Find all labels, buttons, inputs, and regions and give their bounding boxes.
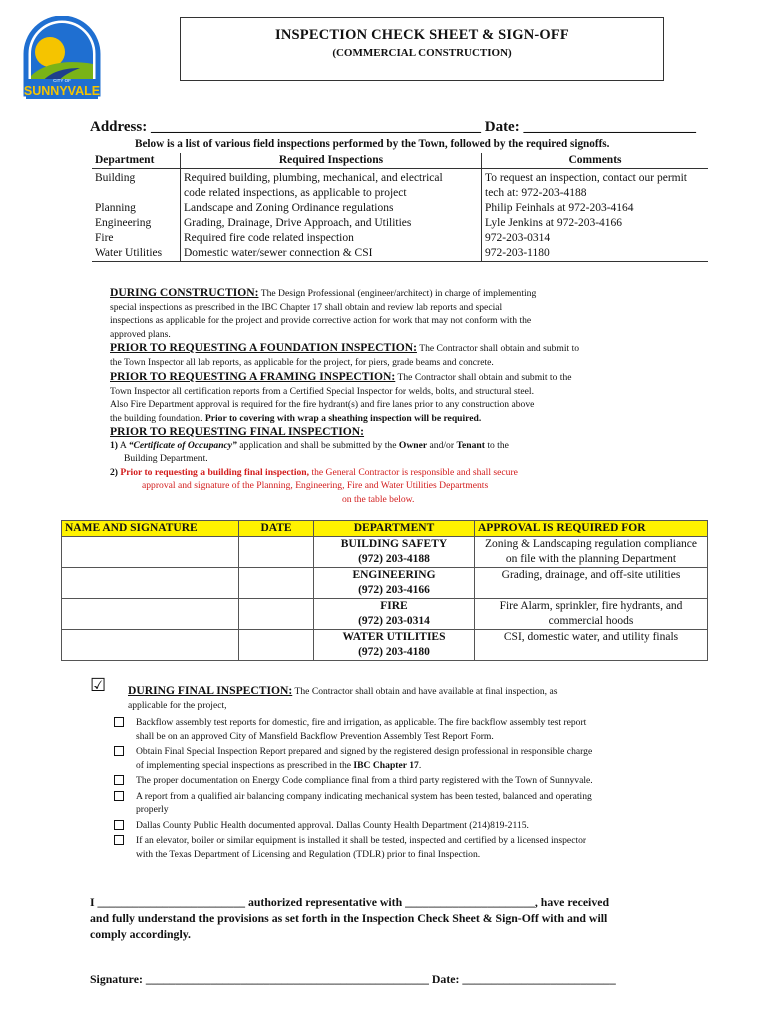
table-header: APPROVAL IS REQUIRED FOR	[475, 521, 708, 537]
section-bold-text: Tenant	[456, 439, 485, 451]
table-cell: To request an inspection, contact our permit	[485, 172, 687, 184]
approval-cell: CSI, domestic water, and utility finals	[475, 630, 708, 661]
section-text: The Contractor shall obtain and submit to the	[397, 372, 572, 383]
section-text: the Town Inspector all lab reports, as applicable for the project, for piers, grade beams and concrete.	[110, 356, 494, 368]
section-text: the General Contractor is responsible and shall secure	[311, 466, 518, 478]
approval-cell: Grading, drainage, and off-site utilities	[475, 568, 708, 599]
table-header: DATE	[239, 521, 314, 537]
section-text: to the	[487, 439, 509, 451]
table-cell: Grading, Drainage, Drive Approach, and Utilities	[181, 216, 482, 231]
table-header: NAME AND SIGNATURE	[62, 521, 239, 537]
authorization-line: comply accordingly.	[90, 927, 191, 941]
page-subtitle: (COMMERCIAL CONSTRUCTION)	[332, 47, 512, 59]
during-construction-heading: DURING CONSTRUCTION:	[110, 286, 259, 299]
final-heading: PRIOR TO REQUESTING FINAL INSPECTION:	[110, 425, 365, 438]
table-cell: Landscape and Zoning Ordinance regulations	[181, 201, 482, 216]
authorization-statement[interactable]	[90, 894, 609, 942]
table-row	[92, 169, 708, 187]
foundation-section	[110, 341, 670, 369]
table-cell	[92, 186, 181, 201]
foundation-heading: PRIOR TO REQUESTING A FOUNDATION INSPECTION:	[110, 341, 417, 354]
framing-section	[110, 370, 670, 425]
signature-cell[interactable]	[62, 568, 239, 599]
table-cell: Lyle Jenkins at 972-203-4166	[485, 217, 623, 229]
table-cell: 972-203-1180	[485, 247, 550, 259]
date-cell[interactable]	[239, 537, 314, 568]
table-row	[62, 537, 708, 568]
list-item: If an elevator, boiler or similar equipment is installed it shall be tested, inspected and certified by a licensed inspector with the Texas Department of Licensing and Regulation (TDLR) prior to final Inspection.	[136, 834, 696, 861]
signature-cell[interactable]	[62, 630, 239, 661]
approval-cell: Zoning & Landscaping regulation compliance on file with the planning Department	[475, 537, 708, 568]
authorization-line: and fully understand the provisions as set forth in the Inspection Check Sheet & Sign-Off with and will	[90, 911, 608, 925]
during-construction-section	[110, 286, 670, 341]
list-item: Backflow assembly test reports for domestic, fire and irrigation, as applicable. The fire backflow assembly test report shall be on an approved City of Mansfield Backflow Prevention Assembly Test Report Form.	[136, 716, 696, 743]
section-text: A	[119, 439, 127, 451]
table-cell: Philip Feinhals at 972-203-4164	[485, 202, 634, 214]
section-text: special inspections as prescribed in the IBC Chapter 17 shall obtain and review lab reports and special	[110, 301, 503, 313]
section-text: The Contractor shall obtain and have available at final inspection, as	[294, 686, 558, 697]
address-date-line[interactable]: Address: ____________________________________________ Date: _______________________	[90, 119, 696, 135]
department-cell: ENGINEERING (972) 203-4166	[314, 568, 475, 599]
list-number: 1)	[110, 439, 118, 451]
date-cell[interactable]	[239, 630, 314, 661]
department-table	[92, 153, 708, 262]
list-item: Obtain Final Special Inspection Report prepared and signed by the registered design professional in responsible charge of implementing special inspections as prescribed in the IBC Chapter 17.	[136, 745, 696, 772]
approval-cell: Fire Alarm, sprinkler, fire hydrants, and commercial hoods	[475, 599, 708, 630]
department-cell: BUILDING SAFETY (972) 203-4188	[314, 537, 475, 568]
during-final-heading: DURING FINAL INSPECTION:	[128, 684, 293, 697]
table-row	[92, 186, 708, 201]
table-header: DEPARTMENT	[314, 521, 475, 537]
table-cell: Planning	[92, 201, 181, 216]
list-number: 2)	[110, 466, 118, 478]
signoff-table	[61, 520, 708, 661]
framing-heading: PRIOR TO REQUESTING A FRAMING INSPECTION:	[110, 370, 396, 383]
table-header: Comments	[482, 153, 709, 169]
during-final-intro2: applicable for the project,	[128, 700, 227, 711]
section-text: application and shall be submitted by the	[239, 439, 397, 451]
table-row	[92, 231, 708, 246]
table-row	[92, 246, 708, 262]
section-text: on the table below.	[342, 493, 415, 505]
table-cell: Engineering	[92, 216, 181, 231]
during-final-section	[128, 684, 688, 699]
table-cell: Required building, plumbing, mechanical, and electrical	[181, 169, 482, 187]
intro-text: Below is a list of various field inspections performed by the Town, followed by the required signoffs.	[135, 138, 610, 150]
list-item: The proper documentation on Energy Code compliance final from a third party registered with the Town of Sunnyvale.	[136, 774, 696, 788]
checkbox[interactable]	[114, 746, 124, 756]
table-header: Required Inspections	[181, 153, 482, 169]
checkbox[interactable]	[114, 835, 124, 845]
signature-cell[interactable]	[62, 537, 239, 568]
checkbox[interactable]	[114, 717, 124, 727]
table-row	[62, 630, 708, 661]
section-bold-text: “Certificate of Occupancy”	[128, 439, 237, 451]
section-text: approval and signature of the Planning, Engineering, Fire and Water Utilities Departments	[142, 480, 489, 491]
authorization-line: I _________________________ authorized representative with ______________________, have received	[90, 895, 610, 909]
section-bold-text: Prior to requesting a building final inspection,	[120, 466, 310, 478]
section-text: Building Department.	[124, 453, 208, 464]
page-title: INSPECTION CHECK SHEET & SIGN-OFF	[275, 27, 569, 43]
checked-box-icon[interactable]: ☑	[90, 675, 107, 695]
date-cell[interactable]	[239, 599, 314, 630]
logo-main-text: SUNNYVALE	[23, 84, 101, 98]
section-bold-text: Owner	[398, 439, 428, 451]
section-text: inspections as applicable for the project and provide corrective action for work that may not conform with the	[110, 315, 532, 326]
table-cell: Building	[92, 169, 181, 187]
table-header: Department	[92, 153, 181, 169]
section-text: and/or	[429, 439, 455, 451]
section-text: Also Fire Department approval is required for the fire hydrant(s) and fire lanes prior to any construction above	[110, 399, 535, 410]
table-row	[62, 568, 708, 599]
logo-small-text: CITY OF	[53, 78, 71, 83]
section-bold-text: Prior to covering with wrap a sheathing inspection will be required.	[204, 412, 482, 424]
table-cell: Domestic water/sewer connection & CSI	[181, 246, 482, 262]
list-item: A report from a qualified air balancing company indicating mechanical system has been tested, balanced and operating properly	[136, 790, 696, 817]
department-cell: FIRE (972) 203-0314	[314, 599, 475, 630]
table-cell: Required fire code related inspection	[181, 231, 482, 246]
table-cell: code related inspections, as applicable to project	[181, 186, 482, 201]
checkbox[interactable]	[114, 791, 124, 801]
table-row	[92, 201, 708, 216]
table-cell: Water Utilities	[92, 246, 181, 262]
list-item: Dallas County Public Health documented approval. Dallas County Health Department (214)819-2115.	[136, 819, 696, 833]
signature-cell[interactable]	[62, 599, 239, 630]
checkbox[interactable]	[114, 775, 124, 785]
table-row	[92, 216, 708, 231]
final-inspection-section	[110, 425, 670, 506]
date-cell[interactable]	[239, 568, 314, 599]
signature-date-line[interactable]: Signature: ________________________________________________ Date: __________________________	[90, 972, 616, 986]
section-text: approved plans.	[110, 328, 171, 340]
section-text: The Design Professional (engineer/architect) in charge of implementing	[260, 288, 537, 299]
section-text: The Contractor shall obtain and submit to	[419, 343, 580, 354]
department-cell: WATER UTILITIES (972) 203-4180	[314, 630, 475, 661]
title-box	[180, 17, 664, 81]
final-checklist	[136, 716, 696, 863]
city-logo	[20, 16, 104, 104]
table-cell: Fire	[92, 231, 181, 246]
section-text: the building foundation.	[110, 412, 203, 424]
table-cell: tech at: 972-203-4188	[485, 187, 587, 199]
table-row	[62, 599, 708, 630]
checkbox[interactable]	[114, 820, 124, 830]
section-text: Town Inspector all certification reports from a Certified Special Inspector for welds, bolts, and structural steel.	[110, 385, 534, 397]
table-cell: 972-203-0314	[485, 232, 551, 244]
